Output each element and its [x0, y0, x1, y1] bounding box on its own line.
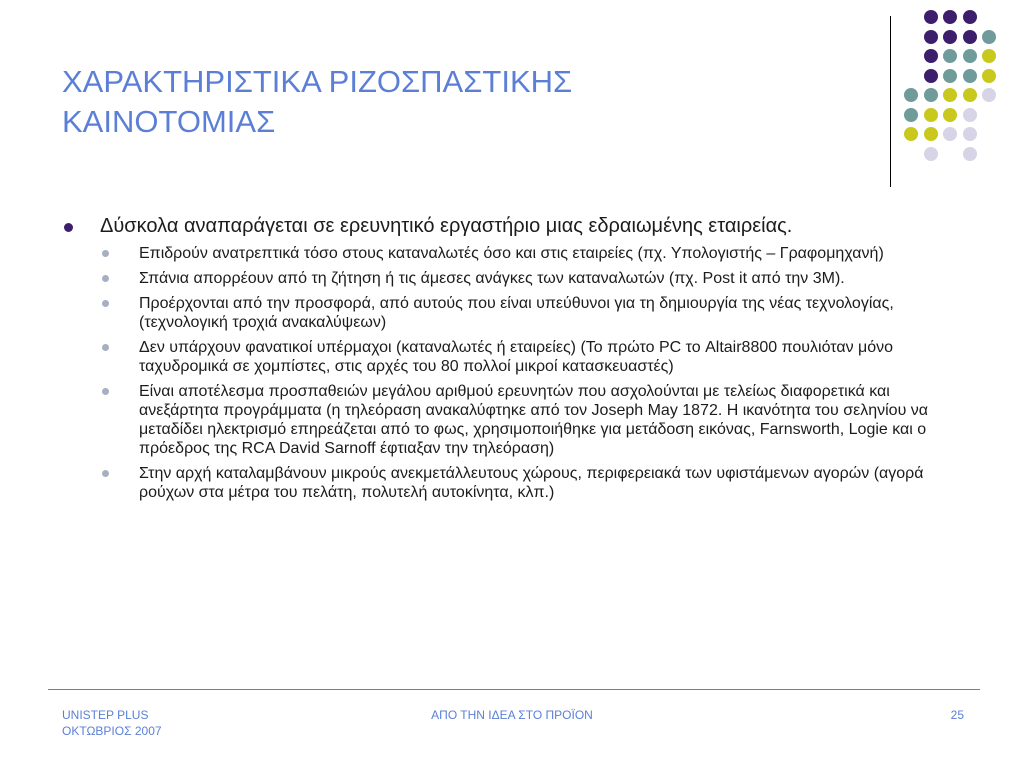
footer-divider	[48, 689, 980, 690]
slide-title-line-1: ΧΑΡΑΚΤΗΡΙΣΤΙΚΑ ΡΙΖΟΣΠΑΣΤΙΚΗΣ	[62, 64, 573, 99]
decorative-dot	[924, 88, 938, 102]
decorative-dot	[943, 10, 957, 24]
sub-bullet-item	[64, 382, 966, 458]
main-bullet-text: Δύσκολα αναπαράγεται σε ερευνητικό εργαστήριο μιας εδραιωμένης εταιρείας.	[100, 215, 793, 237]
decorative-dot	[963, 10, 977, 24]
decorative-dot	[982, 49, 996, 63]
decorative-dot	[963, 69, 977, 83]
footer-presentation-title: ΑΠΟ ΤΗΝ ΙΔΕΑ ΣΤΟ ΠΡΟΪΟΝ	[431, 708, 593, 722]
decorative-dot	[943, 30, 957, 44]
sub-bullet-text: Δεν υπάρχουν φανατικοί υπέρμαχοι (καταναλωτές ή εταιρείες) (Το πρώτο PC το Altair8800 πουλιόταν μόνο ταχυδρομικά σε χομπίστες, στις αρχές του 80 πολλοί μικροί κατασκευαστές)	[139, 339, 894, 375]
decorative-dot	[904, 88, 918, 102]
sub-bullet-item	[64, 244, 966, 263]
sub-bullet-item	[64, 338, 966, 376]
decorative-dot	[963, 30, 977, 44]
decorative-dot	[943, 108, 957, 122]
sub-bullet-dot-icon	[102, 275, 109, 282]
decorative-dot	[963, 108, 977, 122]
sub-bullet-dot-icon	[102, 250, 109, 257]
decorative-dot	[904, 127, 918, 141]
footer-date: ΟΚΤΩΒΡΙΟΣ 2007	[62, 724, 162, 738]
sub-bullet-text: Είναι αποτέλεσμα προσπαθειών μεγάλου αριθμού ερευνητών που ασχολούνται με τελείως διαφορετικά και ανεξάρτητα προγράμματα (η τηλεόραση ανακαλύφτηκε από τον Joseph May 1872. Η ικανότητα του σεληνίου να μεταδίδει ηλεκτρισμό επηρεάζεται από το φως, χρησιμοποιήθηκε για μετάδοση εικόνας, Farnsworth, Logie και ο πρόεδρος της RCA David Sarnoff έφτιαξαν την τηλεόραση)	[139, 383, 929, 457]
decorative-dot	[943, 49, 957, 63]
sub-bullet-item	[64, 464, 966, 502]
footer-organization: UNISTEP PLUS	[62, 708, 149, 722]
sub-bullet-item	[64, 294, 966, 332]
sub-bullet-text: Επιδρούν ανατρεπτικά τόσο στους καταναλωτές όσο και στις εταιρείες (πχ. Υπολογιστής – Γραφομηχανή)	[139, 245, 884, 262]
sub-bullet-dot-icon	[102, 470, 109, 477]
sub-bullet-dot-icon	[102, 344, 109, 351]
decorative-dot	[924, 30, 938, 44]
decorative-dot	[982, 69, 996, 83]
sub-bullet-dot-icon	[102, 300, 109, 307]
decorative-dot	[943, 127, 957, 141]
decorative-dot	[904, 108, 918, 122]
decorative-vertical-line	[890, 16, 891, 187]
sub-bullet-text: Στην αρχή καταλαμβάνουν μικρούς ανεκμετάλλευτους χώρους, περιφερειακά των υφιστάμενων αγορών (αγορά ρούχων στα μέτρα του πελάτη, πολυτελή αυτοκίνητα, κλπ.)	[139, 465, 924, 501]
decorative-dot	[982, 88, 996, 102]
decorative-dot	[924, 108, 938, 122]
decorative-dot	[924, 147, 938, 161]
page-number: 25	[950, 708, 964, 722]
slide-title-line-2: ΚΑΙΝΟΤΟΜΙΑΣ	[62, 104, 276, 139]
decorative-dot	[982, 30, 996, 44]
decorative-dot	[943, 88, 957, 102]
decorative-dot	[963, 49, 977, 63]
sub-bullet-text: Προέρχονται από την προσφορά, από αυτούς που είναι υπεύθυνοι για τη δημιουργία της νέας τεχνολογίας, (τεχνολογική τροχιά ανακαλύψεων)	[139, 295, 894, 331]
decorative-dot	[924, 10, 938, 24]
decorative-dot	[963, 127, 977, 141]
decorative-dot	[943, 69, 957, 83]
decorative-dot	[924, 69, 938, 83]
decorative-dot	[963, 88, 977, 102]
decorative-dot	[924, 49, 938, 63]
decorative-dot	[924, 127, 938, 141]
sub-bullet-dot-icon	[102, 388, 109, 395]
sub-bullet-list	[64, 244, 964, 502]
slide-content	[64, 214, 964, 508]
bullet-dot-icon	[64, 223, 73, 232]
main-bullet-item	[64, 214, 964, 238]
sub-bullet-item	[64, 269, 966, 288]
decorative-dot-grid	[904, 10, 1014, 170]
decorative-dot	[963, 147, 977, 161]
sub-bullet-text: Σπάνια απορρέουν από τη ζήτηση ή τις άμεσες ανάγκες των καταναλωτών (πχ. Post it από την 3M).	[139, 270, 845, 287]
slide-title	[62, 62, 822, 142]
